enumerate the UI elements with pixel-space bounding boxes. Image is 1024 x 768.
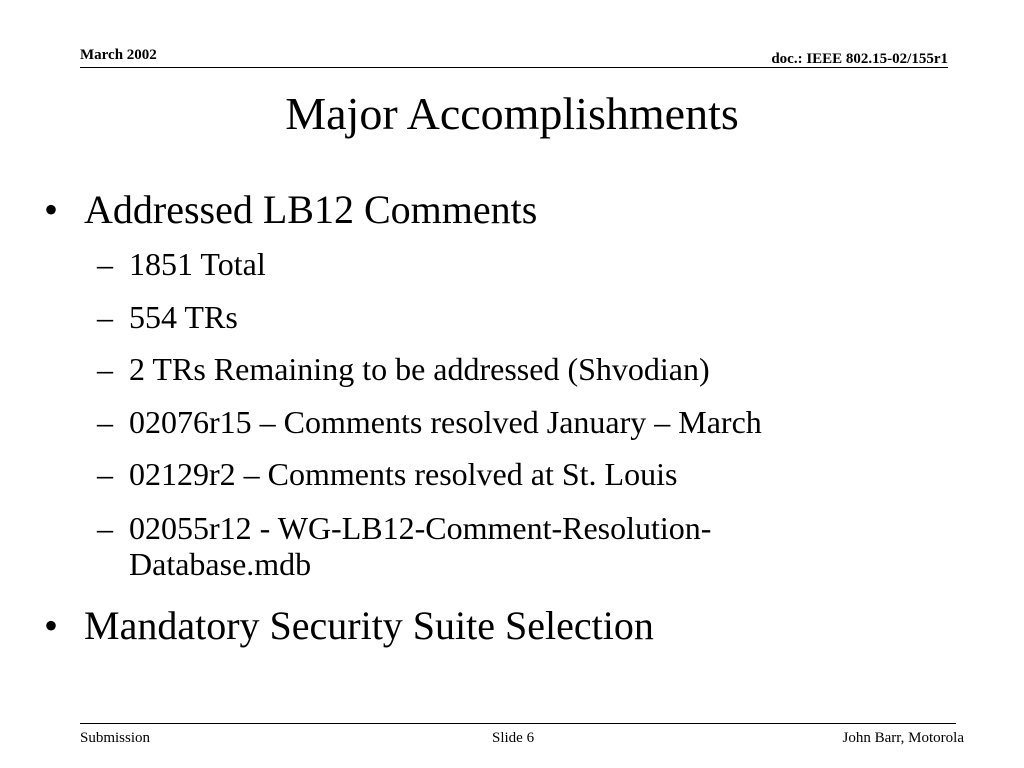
footer-author: John Barr, Motorola [842,730,964,746]
footer-divider [80,723,956,724]
sub-bullet-text: 554 TRs [129,299,238,335]
header-doc-id: doc.: IEEE 802.15-02/155r1 [771,51,948,67]
bullet-text: Mandatory Security Suite Selection [84,603,654,648]
bullet-marker: • [44,603,59,648]
footer-submission: Submission [80,730,151,746]
sub-bullet-text-continuation: Database.mdb [129,546,312,582]
sub-bullet-text: 02129r2 – Comments resolved at St. Louis [129,456,678,492]
sub-bullet-text: 02055r12 - WG-LB12-Comment-Resolution- [129,510,712,546]
slide-title: Major Accomplishments [285,88,739,139]
footer-slide-number: Slide 6 [492,730,535,746]
sub-bullet-text: 1851 Total [129,246,266,282]
bullet-marker: • [44,187,59,232]
sub-bullet-marker: – [97,404,113,440]
sub-bullet-marker: – [97,351,113,387]
bullet-text: Addressed LB12 Comments [84,187,538,232]
sub-bullet-marker: – [97,456,113,492]
sub-bullet-marker: – [97,246,113,282]
sub-bullet-text: 2 TRs Remaining to be addressed (Shvodian) [129,351,710,387]
sub-bullet-text: 02076r15 – Comments resolved January – March [129,404,762,440]
header-date: March 2002 [80,47,157,63]
sub-bullet-marker: – [97,299,113,335]
sub-bullet-marker: – [97,510,113,546]
